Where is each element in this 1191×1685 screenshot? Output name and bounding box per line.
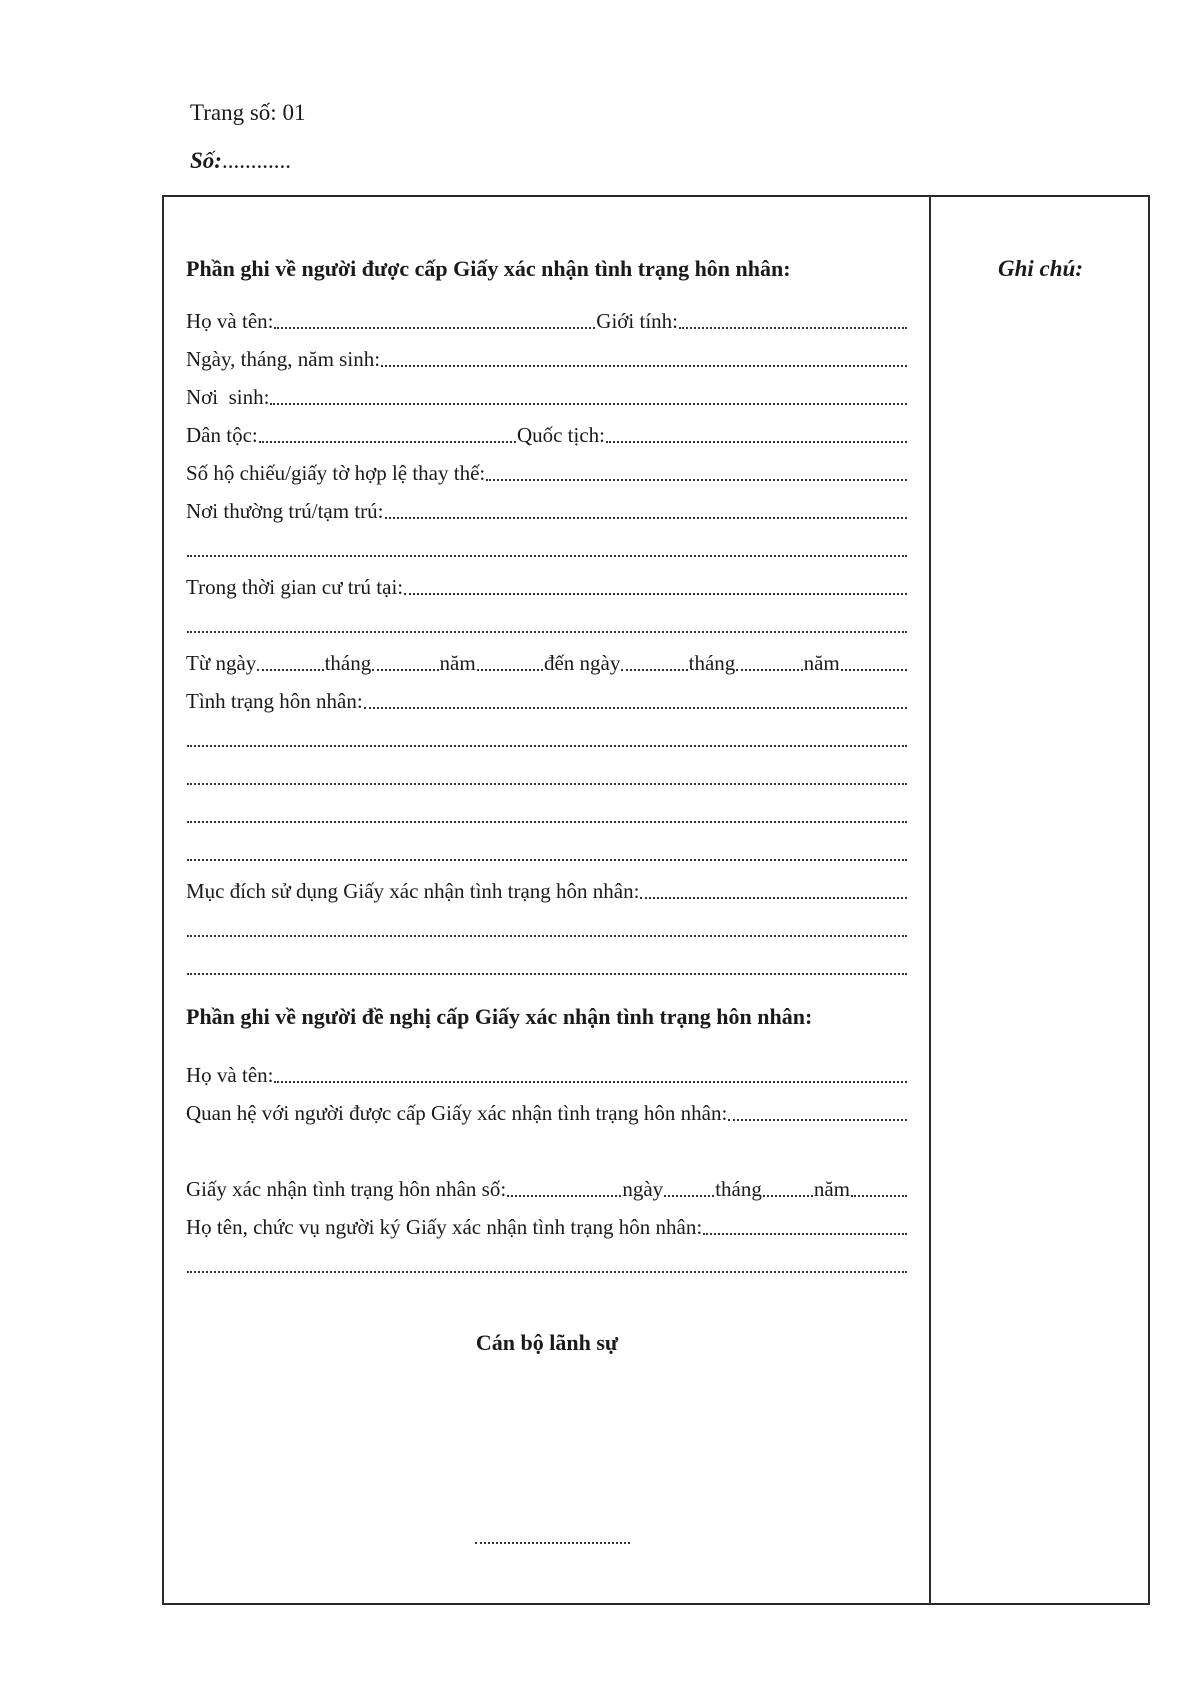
document-number-field[interactable]: ............ xyxy=(221,148,291,173)
to-day-field[interactable] xyxy=(620,649,688,677)
from-year-label: năm xyxy=(439,651,476,675)
row-certificate-number xyxy=(186,1175,908,1203)
consular-officer-title: Cán bộ lãnh sự xyxy=(475,1330,619,1355)
dob-label: Ngày, tháng, năm sinh: xyxy=(186,347,381,371)
residence-field-cont[interactable] xyxy=(186,535,908,563)
residence-label: Nơi thường trú/tạm trú: xyxy=(186,499,384,523)
to-month-label: tháng xyxy=(688,651,736,675)
from-day-label: Từ ngày xyxy=(186,651,257,675)
stay-period-field[interactable] xyxy=(403,573,908,601)
row-stay-period xyxy=(186,573,908,601)
certificate-month-field[interactable] xyxy=(762,1175,814,1203)
dob-field[interactable] xyxy=(380,345,908,373)
purpose-field-cont[interactable] xyxy=(186,915,908,943)
purpose-field[interactable] xyxy=(639,877,908,905)
row-marital-status-cont xyxy=(186,725,908,753)
to-day-label: đến ngày xyxy=(543,651,621,675)
row-marital-status xyxy=(186,687,908,715)
row-stay-period-cont xyxy=(186,611,908,639)
passport-field[interactable] xyxy=(485,459,908,487)
certificate-number-field[interactable] xyxy=(506,1175,622,1203)
row-birthplace xyxy=(186,383,908,411)
document-number xyxy=(190,148,291,174)
gender-label: Giới tính: xyxy=(596,309,678,333)
nationality-label: Quốc tịch: xyxy=(516,423,605,447)
signer-field[interactable] xyxy=(702,1213,908,1241)
row-requester-name xyxy=(186,1061,908,1089)
row-dob xyxy=(186,345,908,373)
marital-status-label: Tình trạng hôn nhân: xyxy=(186,689,363,713)
section1-heading: Phần ghi về người được cấp Giấy xác nhận tình trạng hôn nhân: xyxy=(186,256,791,281)
to-year-field[interactable] xyxy=(840,649,908,677)
gender-field[interactable] xyxy=(678,307,908,335)
from-year-field[interactable] xyxy=(476,649,544,677)
row-passport xyxy=(186,459,908,487)
column-divider xyxy=(929,195,931,1605)
from-month-label: tháng xyxy=(324,651,372,675)
birthplace-field[interactable] xyxy=(269,383,908,411)
certificate-day-field[interactable] xyxy=(663,1175,715,1203)
from-day-field[interactable] xyxy=(256,649,324,677)
to-year-label: năm xyxy=(803,651,840,675)
marital-status-field-cont[interactable] xyxy=(186,725,908,753)
page-number: Trang số: 01 xyxy=(190,100,306,125)
full-name-label: Họ và tên: xyxy=(186,309,274,333)
relation-field[interactable] xyxy=(727,1099,908,1127)
marital-status-field-cont[interactable] xyxy=(186,839,908,867)
signature-field[interactable] xyxy=(475,1536,630,1544)
notes-heading: Ghi chú: xyxy=(998,256,1083,281)
row-name-gender xyxy=(186,307,908,335)
ethnicity-label: Dân tộc: xyxy=(186,423,258,447)
requester-name-field[interactable] xyxy=(273,1061,908,1089)
row-relation xyxy=(186,1099,908,1127)
full-name-field[interactable] xyxy=(273,307,596,335)
row-residence xyxy=(186,497,908,525)
certificate-year-field[interactable] xyxy=(850,1175,908,1203)
signer-label: Họ tên, chức vụ người ký Giấy xác nhận tình trạng hôn nhân: xyxy=(186,1215,703,1239)
marital-status-field-cont[interactable] xyxy=(186,763,908,791)
row-date-range xyxy=(186,649,908,677)
section2-heading: Phần ghi về người đề nghị cấp Giấy xác nhận tình trạng hôn nhân: xyxy=(186,1004,813,1029)
row-purpose xyxy=(186,877,908,905)
stay-period-field-cont[interactable] xyxy=(186,611,908,639)
row-purpose-cont xyxy=(186,953,908,981)
from-month-field[interactable] xyxy=(371,649,439,677)
row-purpose-cont xyxy=(186,915,908,943)
marital-status-field-cont[interactable] xyxy=(186,801,908,829)
row-signer-cont xyxy=(186,1251,908,1279)
birthplace-label: Nơi sinh: xyxy=(186,385,270,409)
row-marital-status-cont xyxy=(186,763,908,791)
marital-status-field[interactable] xyxy=(363,687,908,715)
certificate-year-label: năm xyxy=(813,1177,850,1201)
ethnicity-field[interactable] xyxy=(258,421,517,449)
requester-name-label: Họ và tên: xyxy=(186,1063,274,1087)
stay-period-label: Trong thời gian cư trú tại: xyxy=(186,575,404,599)
purpose-field-cont[interactable] xyxy=(186,953,908,981)
passport-label: Số hộ chiếu/giấy tờ hợp lệ thay thế: xyxy=(186,461,486,485)
certificate-day-label: ngày xyxy=(622,1177,664,1201)
certificate-number-label: Giấy xác nhận tình trạng hôn nhân số: xyxy=(186,1177,507,1201)
document-number-label: Số: xyxy=(190,148,222,173)
row-signer xyxy=(186,1213,908,1241)
row-marital-status-cont xyxy=(186,839,908,867)
row-marital-status-cont xyxy=(186,801,908,829)
residence-field[interactable] xyxy=(384,497,909,525)
signer-field-cont[interactable] xyxy=(186,1251,908,1279)
nationality-field[interactable] xyxy=(605,421,908,449)
row-ethnicity-nationality xyxy=(186,421,908,449)
relation-label: Quan hệ với người được cấp Giấy xác nhận tình trạng hôn nhân: xyxy=(186,1101,728,1125)
row-residence-cont xyxy=(186,535,908,563)
certificate-month-label: tháng xyxy=(715,1177,762,1201)
to-month-field[interactable] xyxy=(735,649,803,677)
purpose-label: Mục đích sử dụng Giấy xác nhận tình trạng hôn nhân: xyxy=(186,879,640,903)
